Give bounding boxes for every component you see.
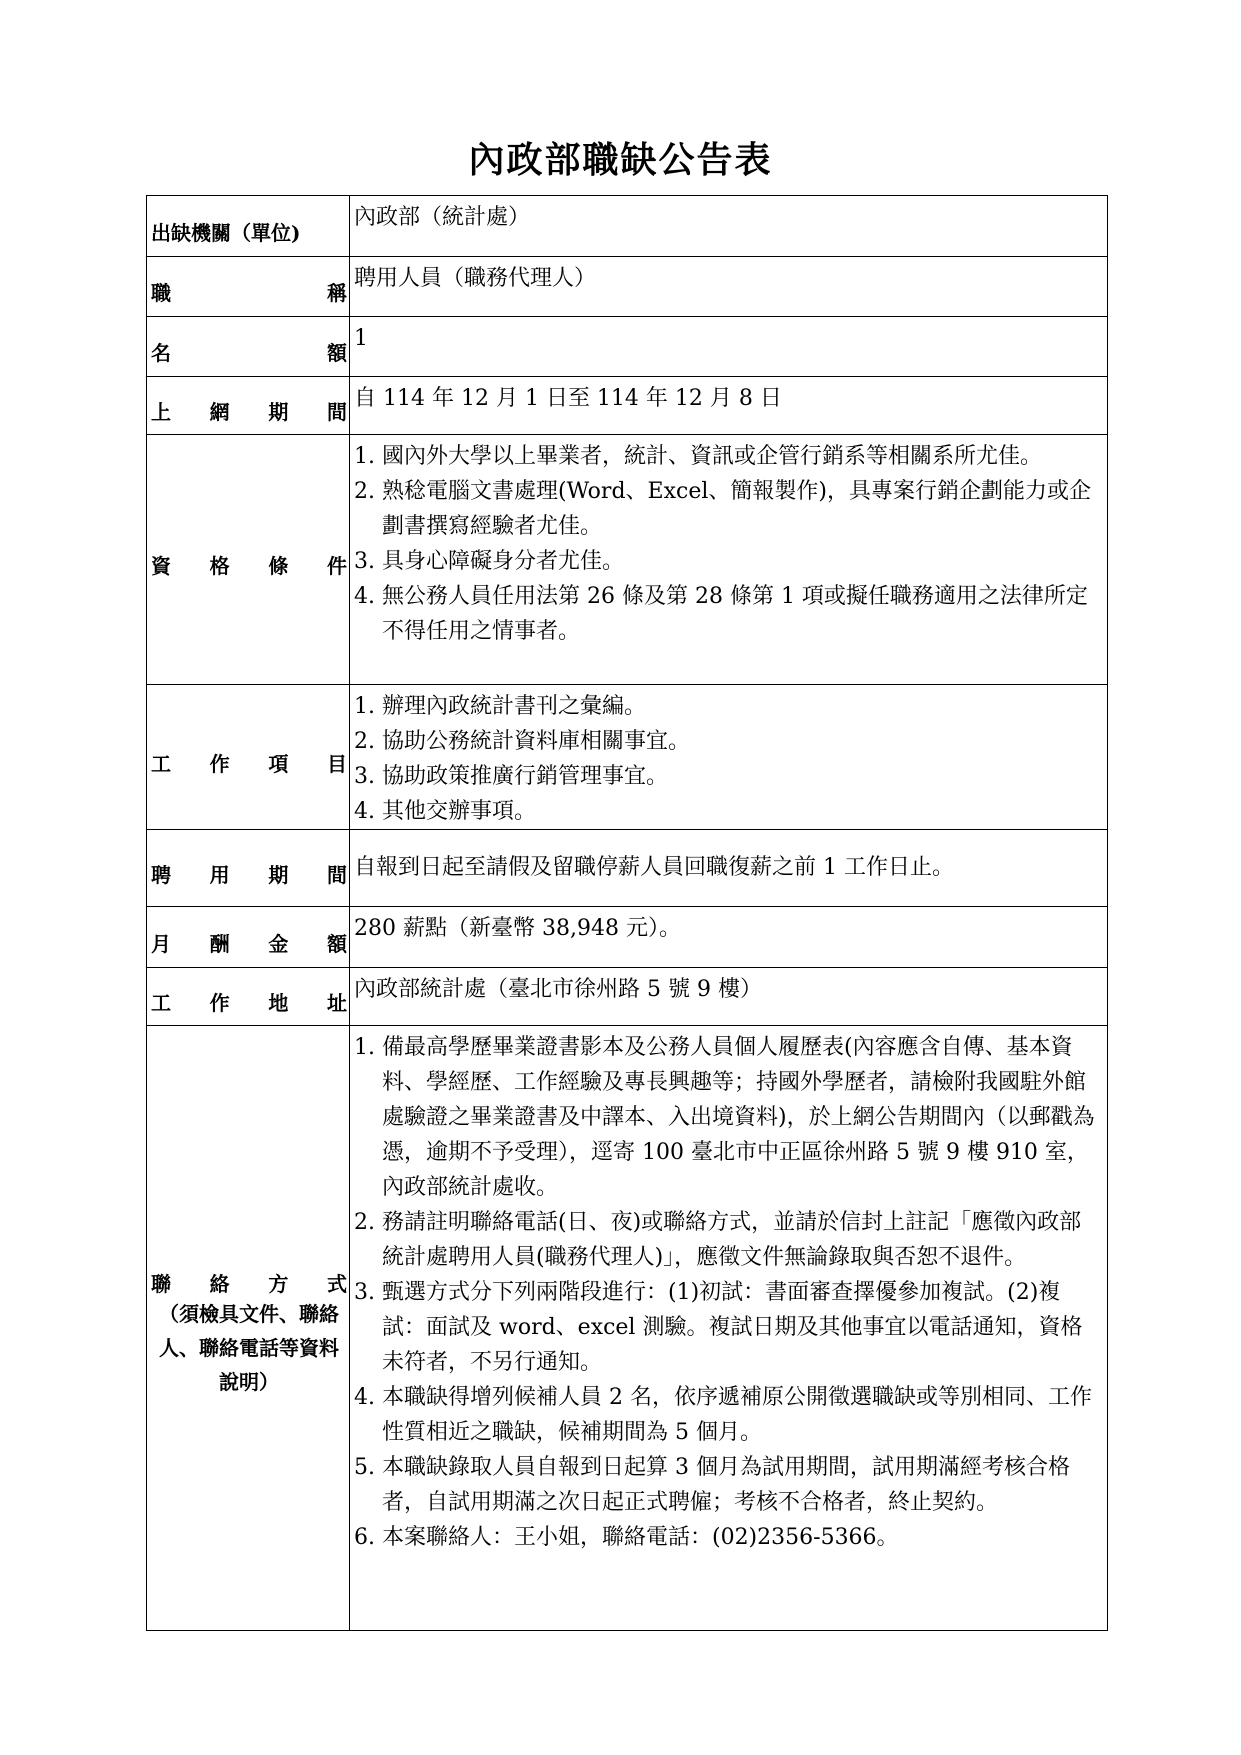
value-qualifications: [350, 435, 1108, 685]
row-qualifications: [147, 435, 1108, 685]
list-item: 5. 本職缺錄取人員自報到日起算 3 個月為試用期間，試用期滿經考核合格者，自試用期滿之次日起正式聘僱；考核不合格者，終止契約。: [354, 1455, 1070, 1515]
value-employment-period: 自報到日起至請假及留職停薪人員回職復薪之前 1 工作日止。: [350, 830, 1108, 907]
contact-sublabel: （須檢具文件、聯絡人、聯絡電話等資料說明）: [159, 1301, 339, 1394]
row-position: [147, 257, 1108, 317]
page-title: 內政部職缺公告表: [468, 139, 773, 181]
list-item: 3. 甄選方式分下列兩階段進行：(1)初試：書面審查擇優參加複試。(2)複試：面試及 word、excel 測驗。複試日期及其他事宜以電話通知，資格未符者，不另行通知。: [354, 1280, 1083, 1375]
value-quota: 1: [350, 317, 1108, 377]
row-posting-period: [147, 377, 1108, 435]
value-agency: 內政部（統計處）: [350, 196, 1108, 257]
list-item: 4. 其他交辦事項。: [354, 799, 536, 824]
list-item: 1. 辦理內政統計書刊之彙編。: [354, 694, 646, 719]
row-employment-period: [147, 830, 1108, 907]
row-duties: [147, 685, 1108, 830]
label-location: 工 作 地 址: [147, 968, 350, 1026]
row-location: [147, 968, 1108, 1026]
label-quota: 名 額: [147, 317, 350, 377]
list-item: 4. 本職缺得增列候補人員 2 名，依序遞補原公開徵選職缺或等別相同、工作性質相近之職缺，候補期間為 5 個月。: [354, 1385, 1092, 1445]
list-item: 6. 本案聯絡人：王小姐，聯絡電話：(02)2356-5366。: [354, 1525, 899, 1550]
label-agency: 出缺機關（單位): [147, 196, 350, 257]
row-salary: [147, 907, 1108, 968]
value-salary: 280 薪點（新臺幣 38,948 元）。: [350, 907, 1108, 968]
label-qualifications: 資 格 條 件: [147, 435, 350, 685]
value-position: 聘用人員（職務代理人）: [350, 257, 1108, 317]
list-item: 4. 無公務人員任用法第 26 條及第 28 條第 1 項或擬任職務適用之法律所定不得任用之情事者。: [354, 584, 1088, 644]
label-contact: 聯 絡 方 式 （須檢具文件、聯絡人、聯絡電話等資料說明）: [147, 1026, 350, 1631]
row-contact: [147, 1026, 1108, 1631]
list-item: 2. 熟稔電腦文書處理(Word、Excel、簡報製作)，具專案行銷企劃能力或企劃書撰寫經驗者尤佳。: [354, 479, 1091, 539]
label-duties: 工 作 項 目: [147, 685, 350, 830]
value-posting-period: 自 114 年 12 月 1 日至 114 年 12 月 8 日: [350, 377, 1108, 435]
row-agency: [147, 196, 1108, 257]
label-salary: 月 酬 金 額: [147, 907, 350, 968]
list-item: 2. 務請註明聯絡電話(日、夜)或聯絡方式，並請於信封上註記「應徵內政部統計處聘用人員(職務代理人)」，應徵文件無論錄取與否恕不退件。: [354, 1210, 1082, 1270]
list-item: 3. 具身心障礙身分者尤佳。: [354, 549, 624, 574]
job-vacancy-table: [146, 195, 1108, 1631]
value-contact: [350, 1026, 1108, 1631]
row-quota: [147, 317, 1108, 377]
list-item: 1. 備最高學歷畢業證書影本及公務人員個人履歷表(內容應含自傳、基本資料、學經歷、工作經驗及專長興趣等；持國外學歷者，請檢附我國駐外館處驗證之畢業證書及中譯本、入出境資料)，於上網公告期間內（以郵戳為憑，逾期不予受理），逕寄 100 臺北市中正區徐州路 5 號 9 樓 910 室，內政部統計處收。: [354, 1035, 1095, 1200]
list-item: 3. 協助政策推廣行銷管理事宜。: [354, 764, 668, 789]
label-position: 職 稱: [147, 257, 350, 317]
label-employment-period: 聘 用 期 間: [147, 830, 350, 907]
value-location: 內政部統計處（臺北市徐州路 5 號 9 樓）: [350, 968, 1108, 1026]
list-item: 1. 國內外大學以上畢業者，統計、資訊或企管行銷系等相關系所尤佳。: [354, 444, 1042, 469]
label-posting-period: 上 網 期 間: [147, 377, 350, 435]
value-duties: [350, 685, 1108, 830]
list-item: 2. 協助公務統計資料庫相關事宜。: [354, 729, 690, 754]
